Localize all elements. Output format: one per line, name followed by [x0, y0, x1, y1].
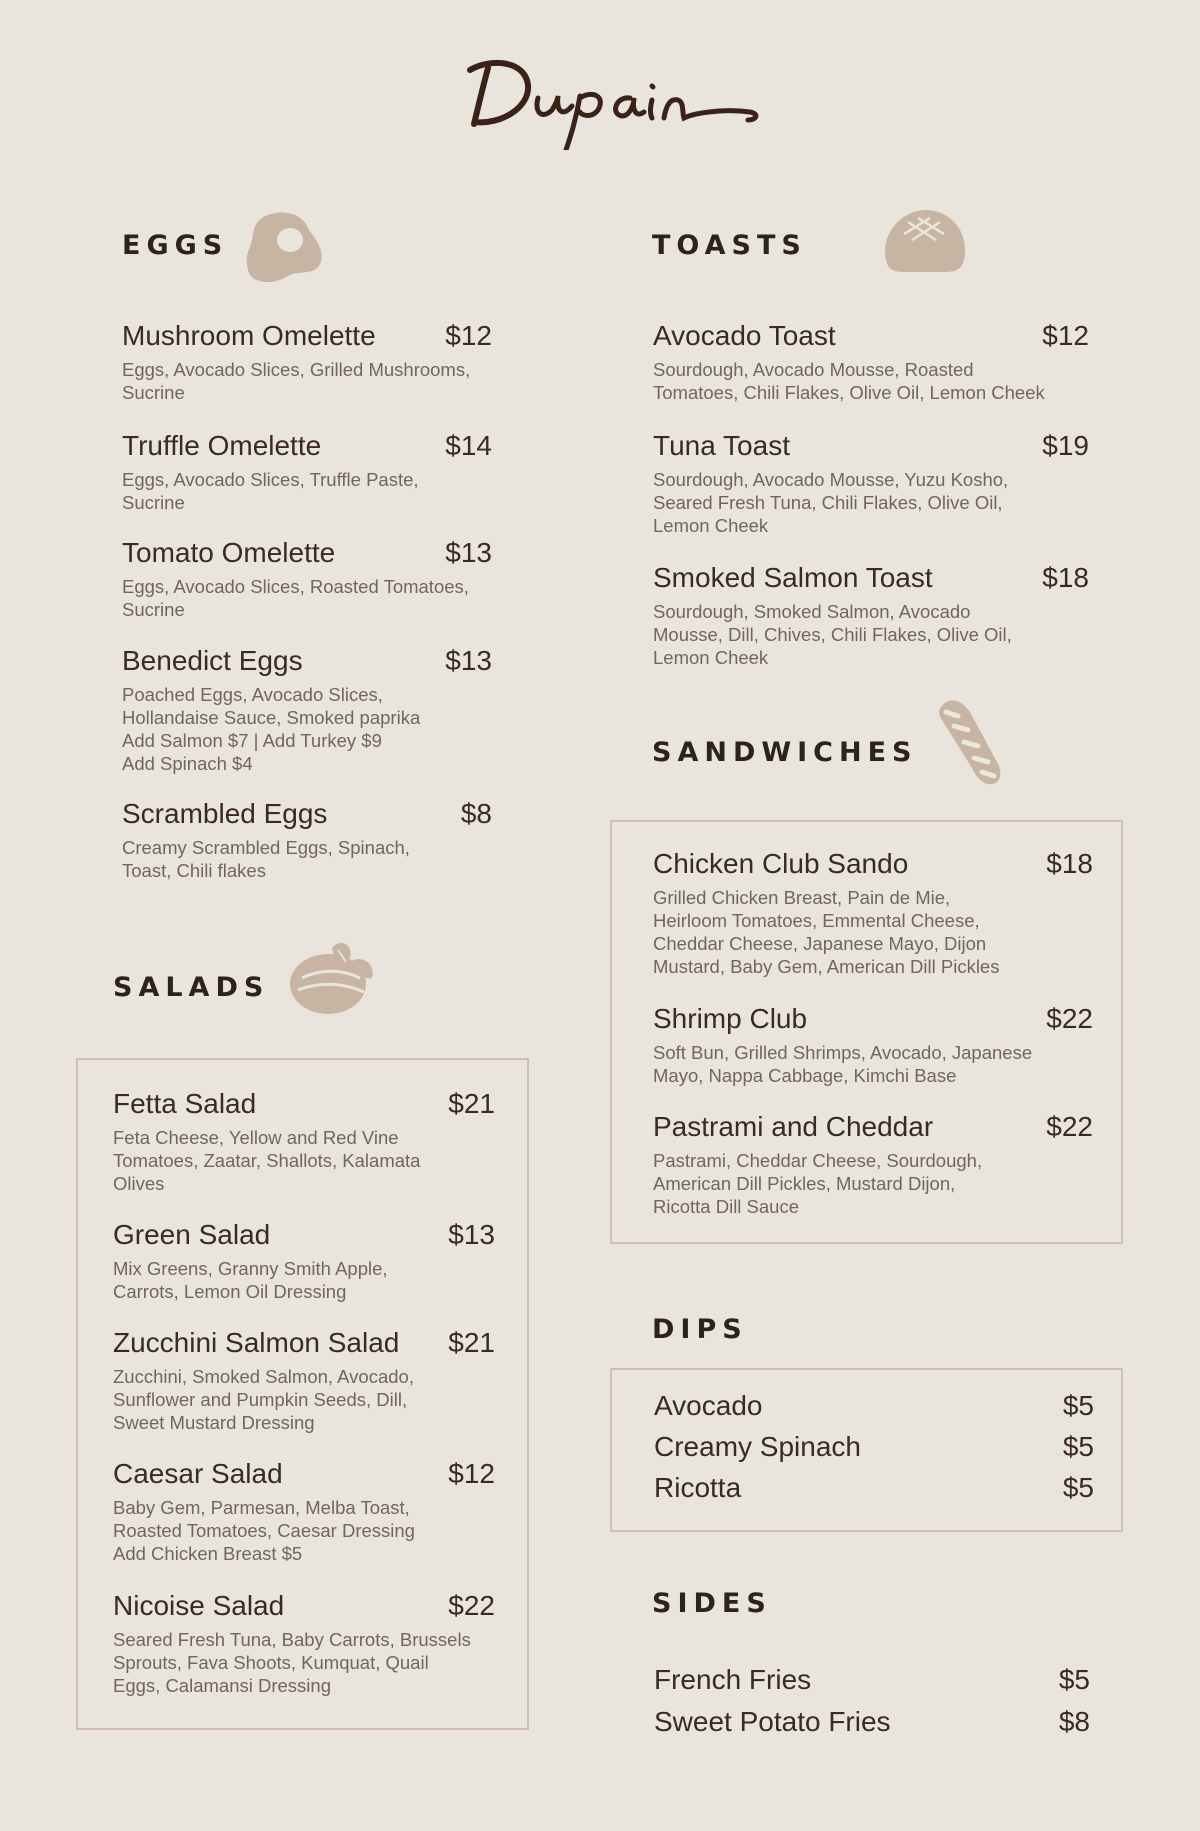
item-name: Truffle Omelette — [122, 430, 322, 461]
item-price: $5 — [1062, 1472, 1094, 1503]
item-description — [653, 358, 1089, 404]
toasts-menu-item — [653, 562, 1089, 669]
sandwiches-menu-item — [653, 1111, 1093, 1218]
item-name: Scrambled Eggs — [122, 798, 328, 829]
item-description-line: Mayo, Nappa Cabbage, Kimchi Base — [653, 1065, 957, 1086]
item-description — [122, 575, 492, 621]
item-description — [653, 886, 1093, 978]
item-price: $12 — [448, 1458, 495, 1489]
item-name: Creamy Spinach — [654, 1431, 861, 1462]
item-description-line: Heirloom Tomatoes, Emmental Cheese, — [653, 910, 980, 931]
salad-bowl-icon — [288, 938, 378, 1021]
item-description — [653, 600, 1089, 669]
item-price: $5 — [1062, 1390, 1094, 1421]
item-description — [653, 1149, 1093, 1218]
item-price: $13 — [445, 645, 492, 676]
item-description-line: Sourdough, Avocado Mousse, Yuzu Kosho, — [653, 469, 1009, 490]
sandwiches-menu-item — [653, 1003, 1093, 1087]
item-description-line: Add Salmon $7 | Add Turkey $9 — [122, 730, 382, 751]
item-description-line: Sucrine — [122, 382, 185, 403]
item-name: Nicoise Salad — [113, 1590, 285, 1621]
item-description-line: Sourdough, Avocado Mousse, Roasted — [653, 359, 974, 380]
item-description-line: Eggs, Calamansi Dressing — [113, 1675, 331, 1696]
item-price: $13 — [445, 537, 492, 568]
item-description-line: Lemon Cheek — [653, 647, 769, 668]
item-name: Shrimp Club — [653, 1003, 808, 1034]
item-description-line: Tomatoes, Zaatar, Shallots, Kalamata — [113, 1150, 421, 1171]
item-description-line: Grilled Chicken Breast, Pain de Mie, — [653, 887, 951, 908]
item-description-line: American Dill Pickles, Mustard Dijon, — [653, 1173, 956, 1194]
sandwiches-menu-item — [653, 848, 1093, 978]
salads-menu-item — [113, 1327, 495, 1434]
item-price: $12 — [445, 320, 492, 351]
salads-menu-item — [113, 1458, 495, 1565]
brand-logo — [0, 40, 1200, 150]
item-description-line: Sucrine — [122, 492, 185, 513]
item-name: Ricotta — [654, 1472, 742, 1503]
dips-section-title: DIPS — [652, 1314, 748, 1345]
item-name: Mushroom Omelette — [122, 320, 376, 351]
item-price: $18 — [1046, 848, 1093, 879]
sides-menu-item — [654, 1706, 1090, 1738]
item-description — [113, 1126, 495, 1195]
salads-menu-item — [113, 1219, 495, 1303]
sandwiches-section-title: SANDWICHES — [652, 737, 918, 768]
toasts-section-title: TOASTS — [652, 230, 807, 261]
item-description-line: Seared Fresh Tuna, Baby Carrots, Brussels — [113, 1629, 471, 1650]
item-name: Chicken Club Sando — [653, 848, 909, 879]
item-name: Avocado Toast — [653, 320, 836, 351]
dips-menu-item — [654, 1390, 1094, 1422]
item-name: Caesar Salad — [113, 1458, 283, 1489]
item-description-line: Soft Bun, Grilled Shrimps, Avocado, Japanese — [653, 1042, 1033, 1063]
item-description-line: Lemon Cheek — [653, 515, 769, 536]
dips-menu-item — [654, 1431, 1094, 1463]
dips-menu-item — [654, 1472, 1094, 1504]
item-price: $22 — [1046, 1003, 1093, 1034]
item-description-line: Add Spinach $4 — [122, 753, 253, 774]
item-description — [113, 1628, 495, 1697]
item-name: Fetta Salad — [113, 1088, 257, 1119]
item-price: $21 — [448, 1327, 495, 1358]
eggs-menu-item — [122, 537, 492, 621]
item-name: Avocado — [654, 1390, 763, 1421]
sides-section-title: SIDES — [652, 1588, 772, 1619]
item-price: $22 — [448, 1590, 495, 1621]
item-name: Pastrami and Cheddar — [653, 1111, 934, 1142]
item-name: Smoked Salmon Toast — [653, 562, 933, 593]
item-description-line: Sweet Mustard Dressing — [113, 1412, 315, 1433]
item-price: $12 — [1042, 320, 1089, 351]
item-description-line: Sucrine — [122, 599, 185, 620]
salads-menu-item — [113, 1088, 495, 1195]
item-price: $13 — [448, 1219, 495, 1250]
salads-section-title: SALADS — [113, 972, 270, 1003]
item-name: Benedict Eggs — [122, 645, 303, 676]
item-description-line: Olives — [113, 1173, 165, 1194]
egg-icon — [242, 210, 328, 289]
item-price: $22 — [1046, 1111, 1093, 1142]
item-description-line: Sunflower and Pumpkin Seeds, Dill, — [113, 1389, 408, 1410]
item-description-line: Ricotta Dill Sauce — [653, 1196, 800, 1217]
item-description-line: Mix Greens, Granny Smith Apple, — [113, 1258, 388, 1279]
item-description-line: Roasted Tomatoes, Caesar Dressing — [113, 1520, 415, 1541]
toasts-menu-item — [653, 320, 1089, 404]
item-description — [113, 1257, 495, 1303]
eggs-menu-item — [122, 430, 492, 514]
item-description-line: Poached Eggs, Avocado Slices, — [122, 684, 383, 705]
item-description-line: Eggs, Avocado Slices, Grilled Mushrooms, — [122, 359, 471, 380]
bread-loaf-icon — [880, 208, 968, 279]
item-description-line: Tomatoes, Chili Flakes, Olive Oil, Lemon Cheek — [653, 382, 1045, 403]
item-description-line: Hollandaise Sauce, Smoked paprika — [122, 707, 421, 728]
item-description-line: Feta Cheese, Yellow and Red Vine — [113, 1127, 399, 1148]
item-description-line: Pastrami, Cheddar Cheese, Sourdough, — [653, 1150, 983, 1171]
item-price: $8 — [460, 798, 492, 829]
item-description-line: Baby Gem, Parmesan, Melba Toast, — [113, 1497, 410, 1518]
item-name: Sweet Potato Fries — [654, 1706, 891, 1737]
item-description-line: Eggs, Avocado Slices, Truffle Paste, — [122, 469, 419, 490]
dupain-signature-logo — [430, 40, 770, 150]
item-description-line: Seared Fresh Tuna, Chili Flakes, Olive Oil, — [653, 492, 1003, 513]
item-description — [113, 1365, 495, 1434]
item-name: Zucchini Salmon Salad — [113, 1327, 400, 1358]
item-name: Green Salad — [113, 1219, 271, 1250]
item-description-line: Sprouts, Fava Shoots, Kumquat, Quail — [113, 1652, 429, 1673]
item-description — [122, 683, 492, 775]
item-price: $18 — [1042, 562, 1089, 593]
item-description-line: Toast, Chili flakes — [122, 860, 266, 881]
item-description-line: Creamy Scrambled Eggs, Spinach, — [122, 837, 410, 858]
item-price: $21 — [448, 1088, 495, 1119]
item-description-line: Add Chicken Breast $5 — [113, 1543, 303, 1564]
item-price: $14 — [445, 430, 492, 461]
eggs-section-title: EGGS — [122, 230, 229, 261]
baguette-icon — [932, 696, 1006, 793]
item-price: $5 — [1058, 1664, 1090, 1695]
item-description — [122, 358, 492, 404]
item-description-line: Mousse, Dill, Chives, Chili Flakes, Olive Oil, — [653, 624, 1012, 645]
item-price: $8 — [1058, 1706, 1090, 1737]
item-description — [122, 468, 492, 514]
item-description — [113, 1496, 495, 1565]
sides-menu-item — [654, 1664, 1090, 1696]
item-description-line: Mustard, Baby Gem, American Dill Pickles — [653, 956, 1000, 977]
item-description-line: Cheddar Cheese, Japanese Mayo, Dijon — [653, 933, 987, 954]
salads-menu-item — [113, 1590, 495, 1697]
item-name: Tomato Omelette — [122, 537, 336, 568]
item-description — [653, 1041, 1093, 1087]
eggs-menu-item — [122, 798, 492, 882]
item-description-line: Eggs, Avocado Slices, Roasted Tomatoes, — [122, 576, 469, 597]
item-description — [653, 468, 1089, 537]
toasts-menu-item — [653, 430, 1089, 537]
item-name: Tuna Toast — [653, 430, 790, 461]
item-description — [122, 836, 492, 882]
eggs-menu-item — [122, 320, 492, 404]
eggs-menu-item — [122, 645, 492, 775]
item-price: $5 — [1062, 1431, 1094, 1462]
item-description-line: Carrots, Lemon Oil Dressing — [113, 1281, 347, 1302]
item-description-line: Sourdough, Smoked Salmon, Avocado — [653, 601, 971, 622]
item-name: French Fries — [654, 1664, 812, 1695]
item-description-line: Zucchini, Smoked Salmon, Avocado, — [113, 1366, 414, 1387]
item-price: $19 — [1042, 430, 1089, 461]
